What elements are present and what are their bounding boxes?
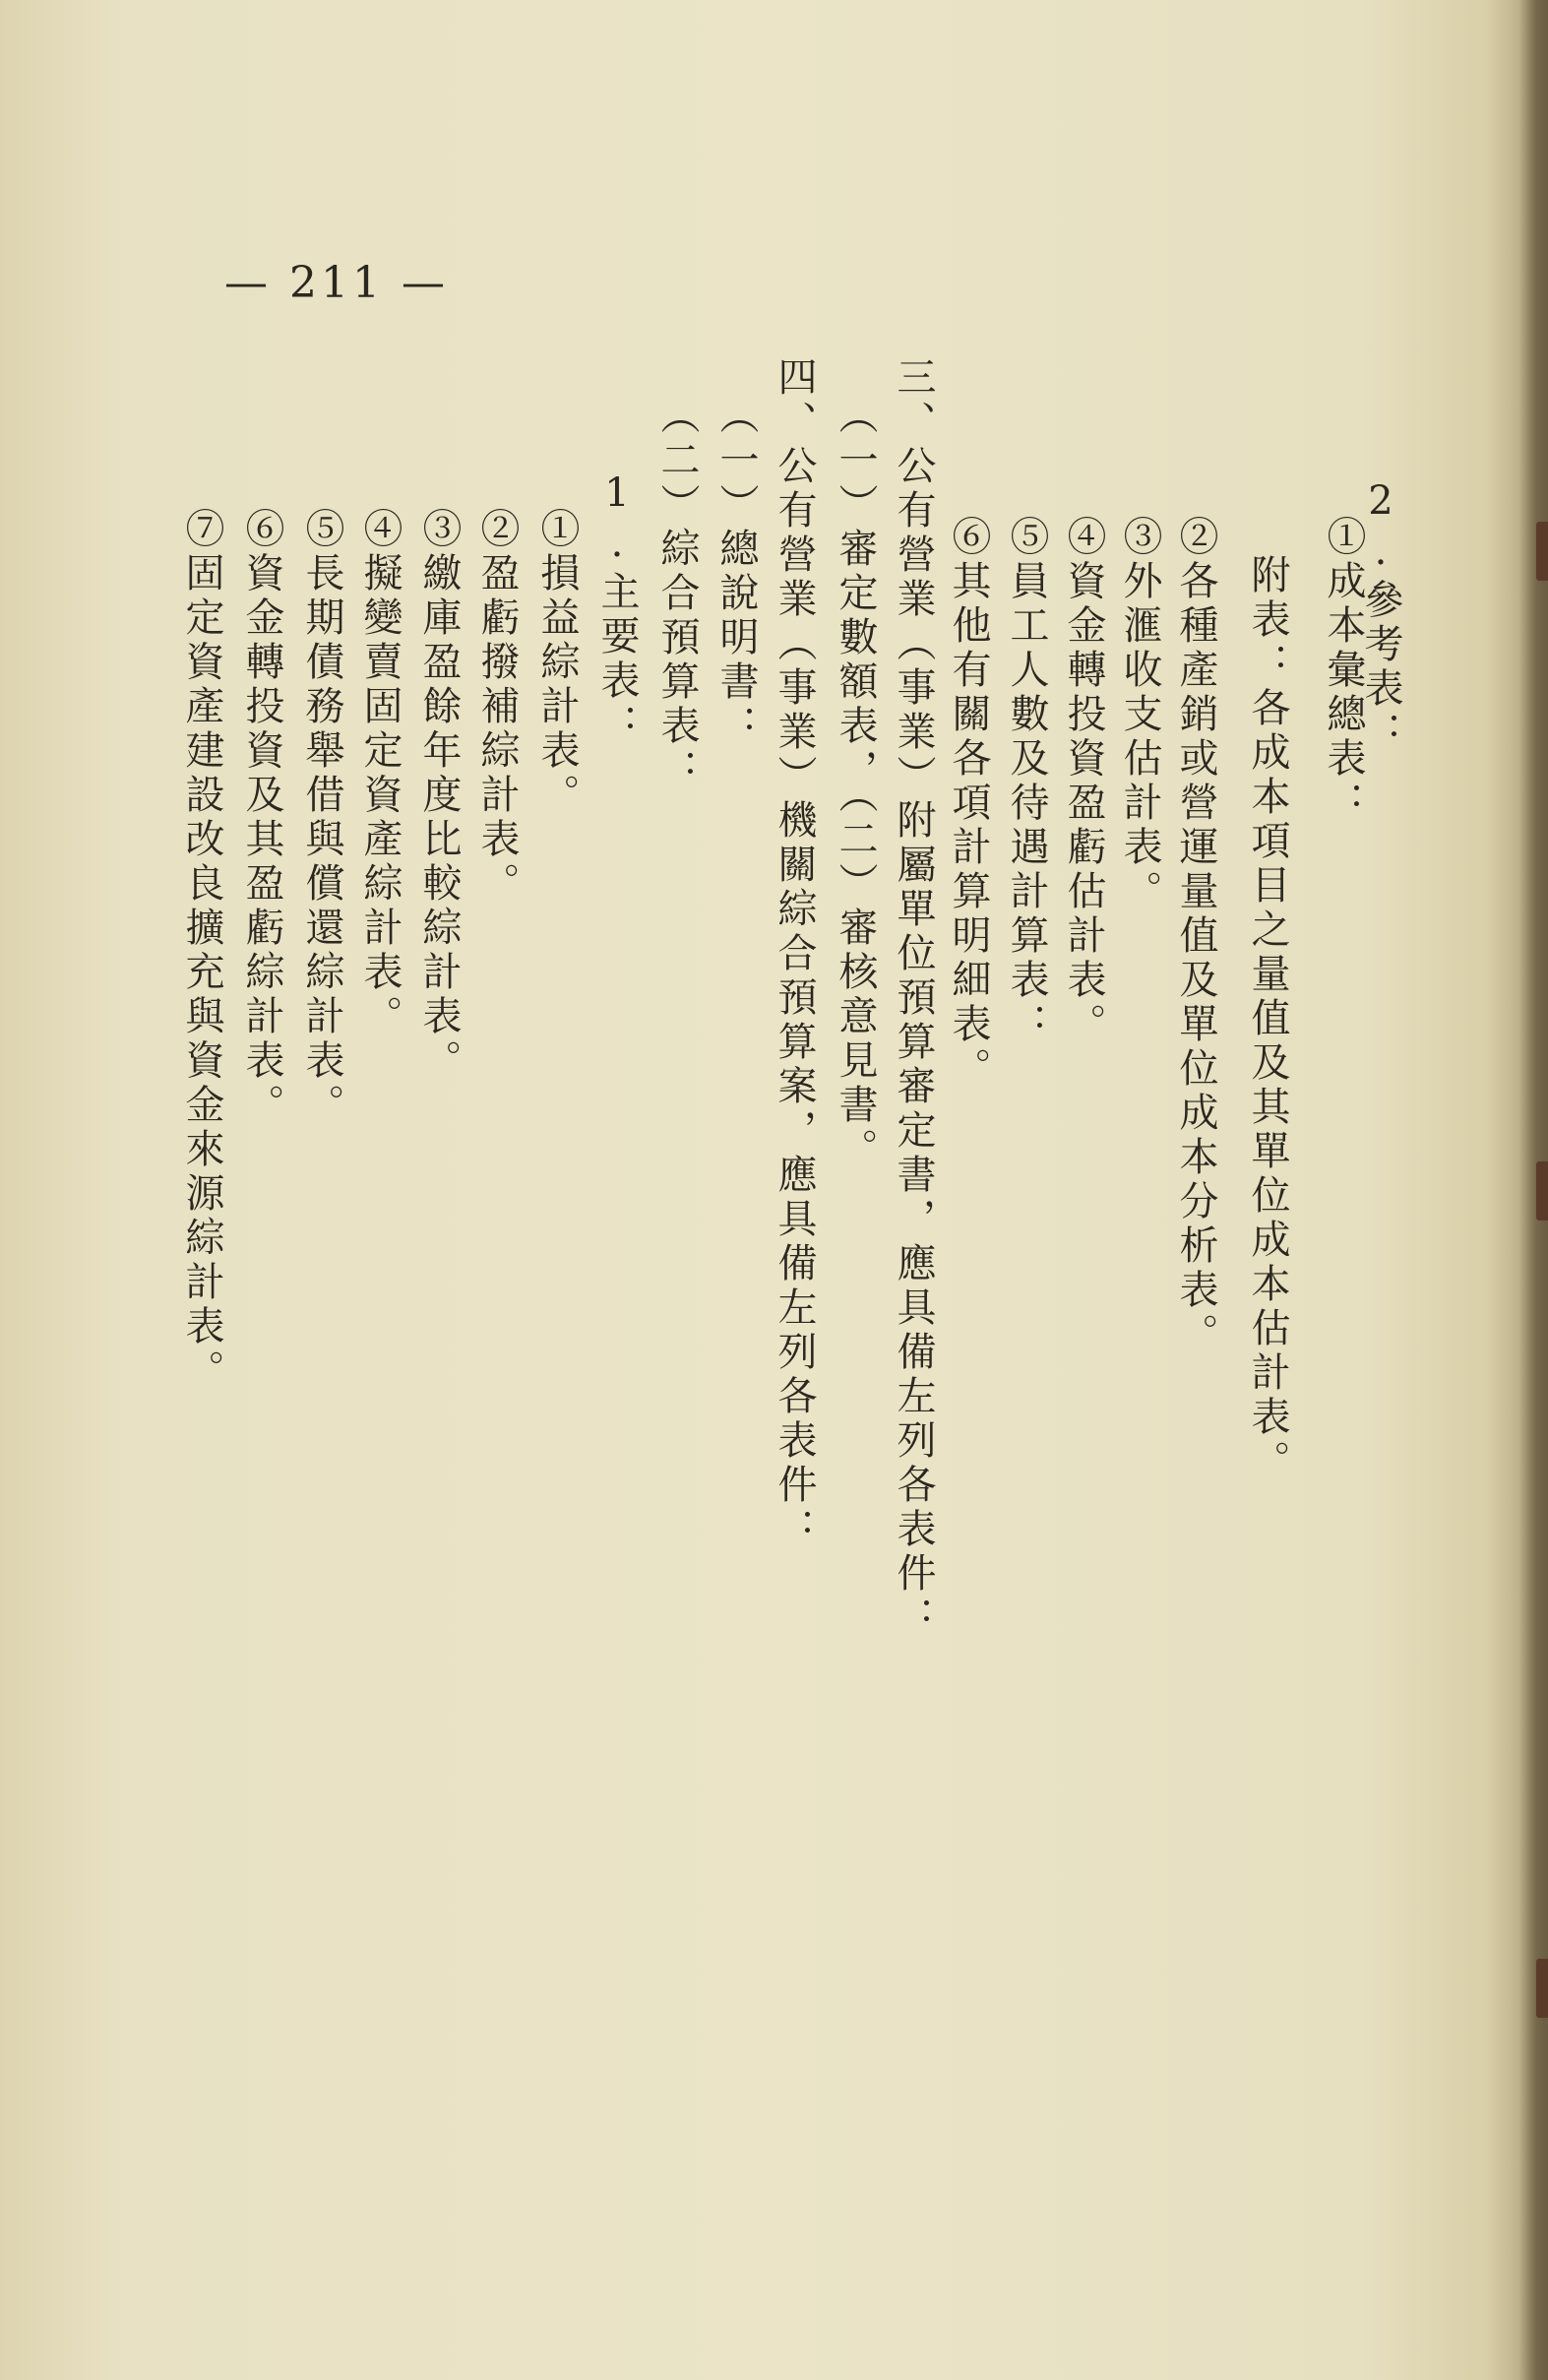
text-column: （一）審定數額表，（二）審核意見書。 xyxy=(833,395,878,1172)
text-column: 四、公有營業（事業）機關綜合預算案，應具備左列各表件： xyxy=(772,356,817,1552)
text-column: （一）總說明書： xyxy=(713,395,759,749)
text-column: ⑥資金轉投資及其盈虧綜計表。 xyxy=(239,508,284,1128)
text-column: （二）綜合預算表： xyxy=(654,395,700,793)
text-column: 1.主要表： xyxy=(594,470,640,748)
text-column: ①損益綜計表。 xyxy=(534,508,580,818)
text-column: 附表：各成本項目之量值及其單位成本估計表。 xyxy=(1245,554,1290,1484)
text-column: ②各種產銷或營運量值及單位成本分析表。 xyxy=(1173,516,1218,1357)
text-column: ②盈虧撥補綜計表。 xyxy=(474,508,520,907)
text-column: ⑤員工人數及待遇計算表： xyxy=(1004,516,1049,1047)
text-column: ⑦固定資產建設改良擴充與資金來源綜計表。 xyxy=(179,508,224,1394)
text-column: ①成本彙總表： xyxy=(1321,516,1366,826)
text-column: ③外滙收支估計表。 xyxy=(1117,516,1162,914)
text-column: ④擬變賣固定資產綜計表。 xyxy=(357,508,402,1039)
binding-mark xyxy=(1536,522,1548,581)
binding-mark xyxy=(1536,1161,1548,1221)
text-column: ⑤長期債務舉借與償還綜計表。 xyxy=(299,508,344,1128)
binding-mark xyxy=(1536,1959,1548,2018)
page-number: — 211 — xyxy=(224,258,449,308)
text-column: 2.參考表： xyxy=(1358,478,1403,756)
text-column: ③繳庫盈餘年度比較綜計表。 xyxy=(416,508,462,1084)
text-column: ④資金轉投資盈虧估計表。 xyxy=(1061,516,1106,1047)
text-column: ⑥其他有關各項計算明細表。 xyxy=(946,516,991,1092)
text-column: 三、公有營業（事業）附屬單位預算審定書，應具備左列各表件： xyxy=(891,356,936,1641)
